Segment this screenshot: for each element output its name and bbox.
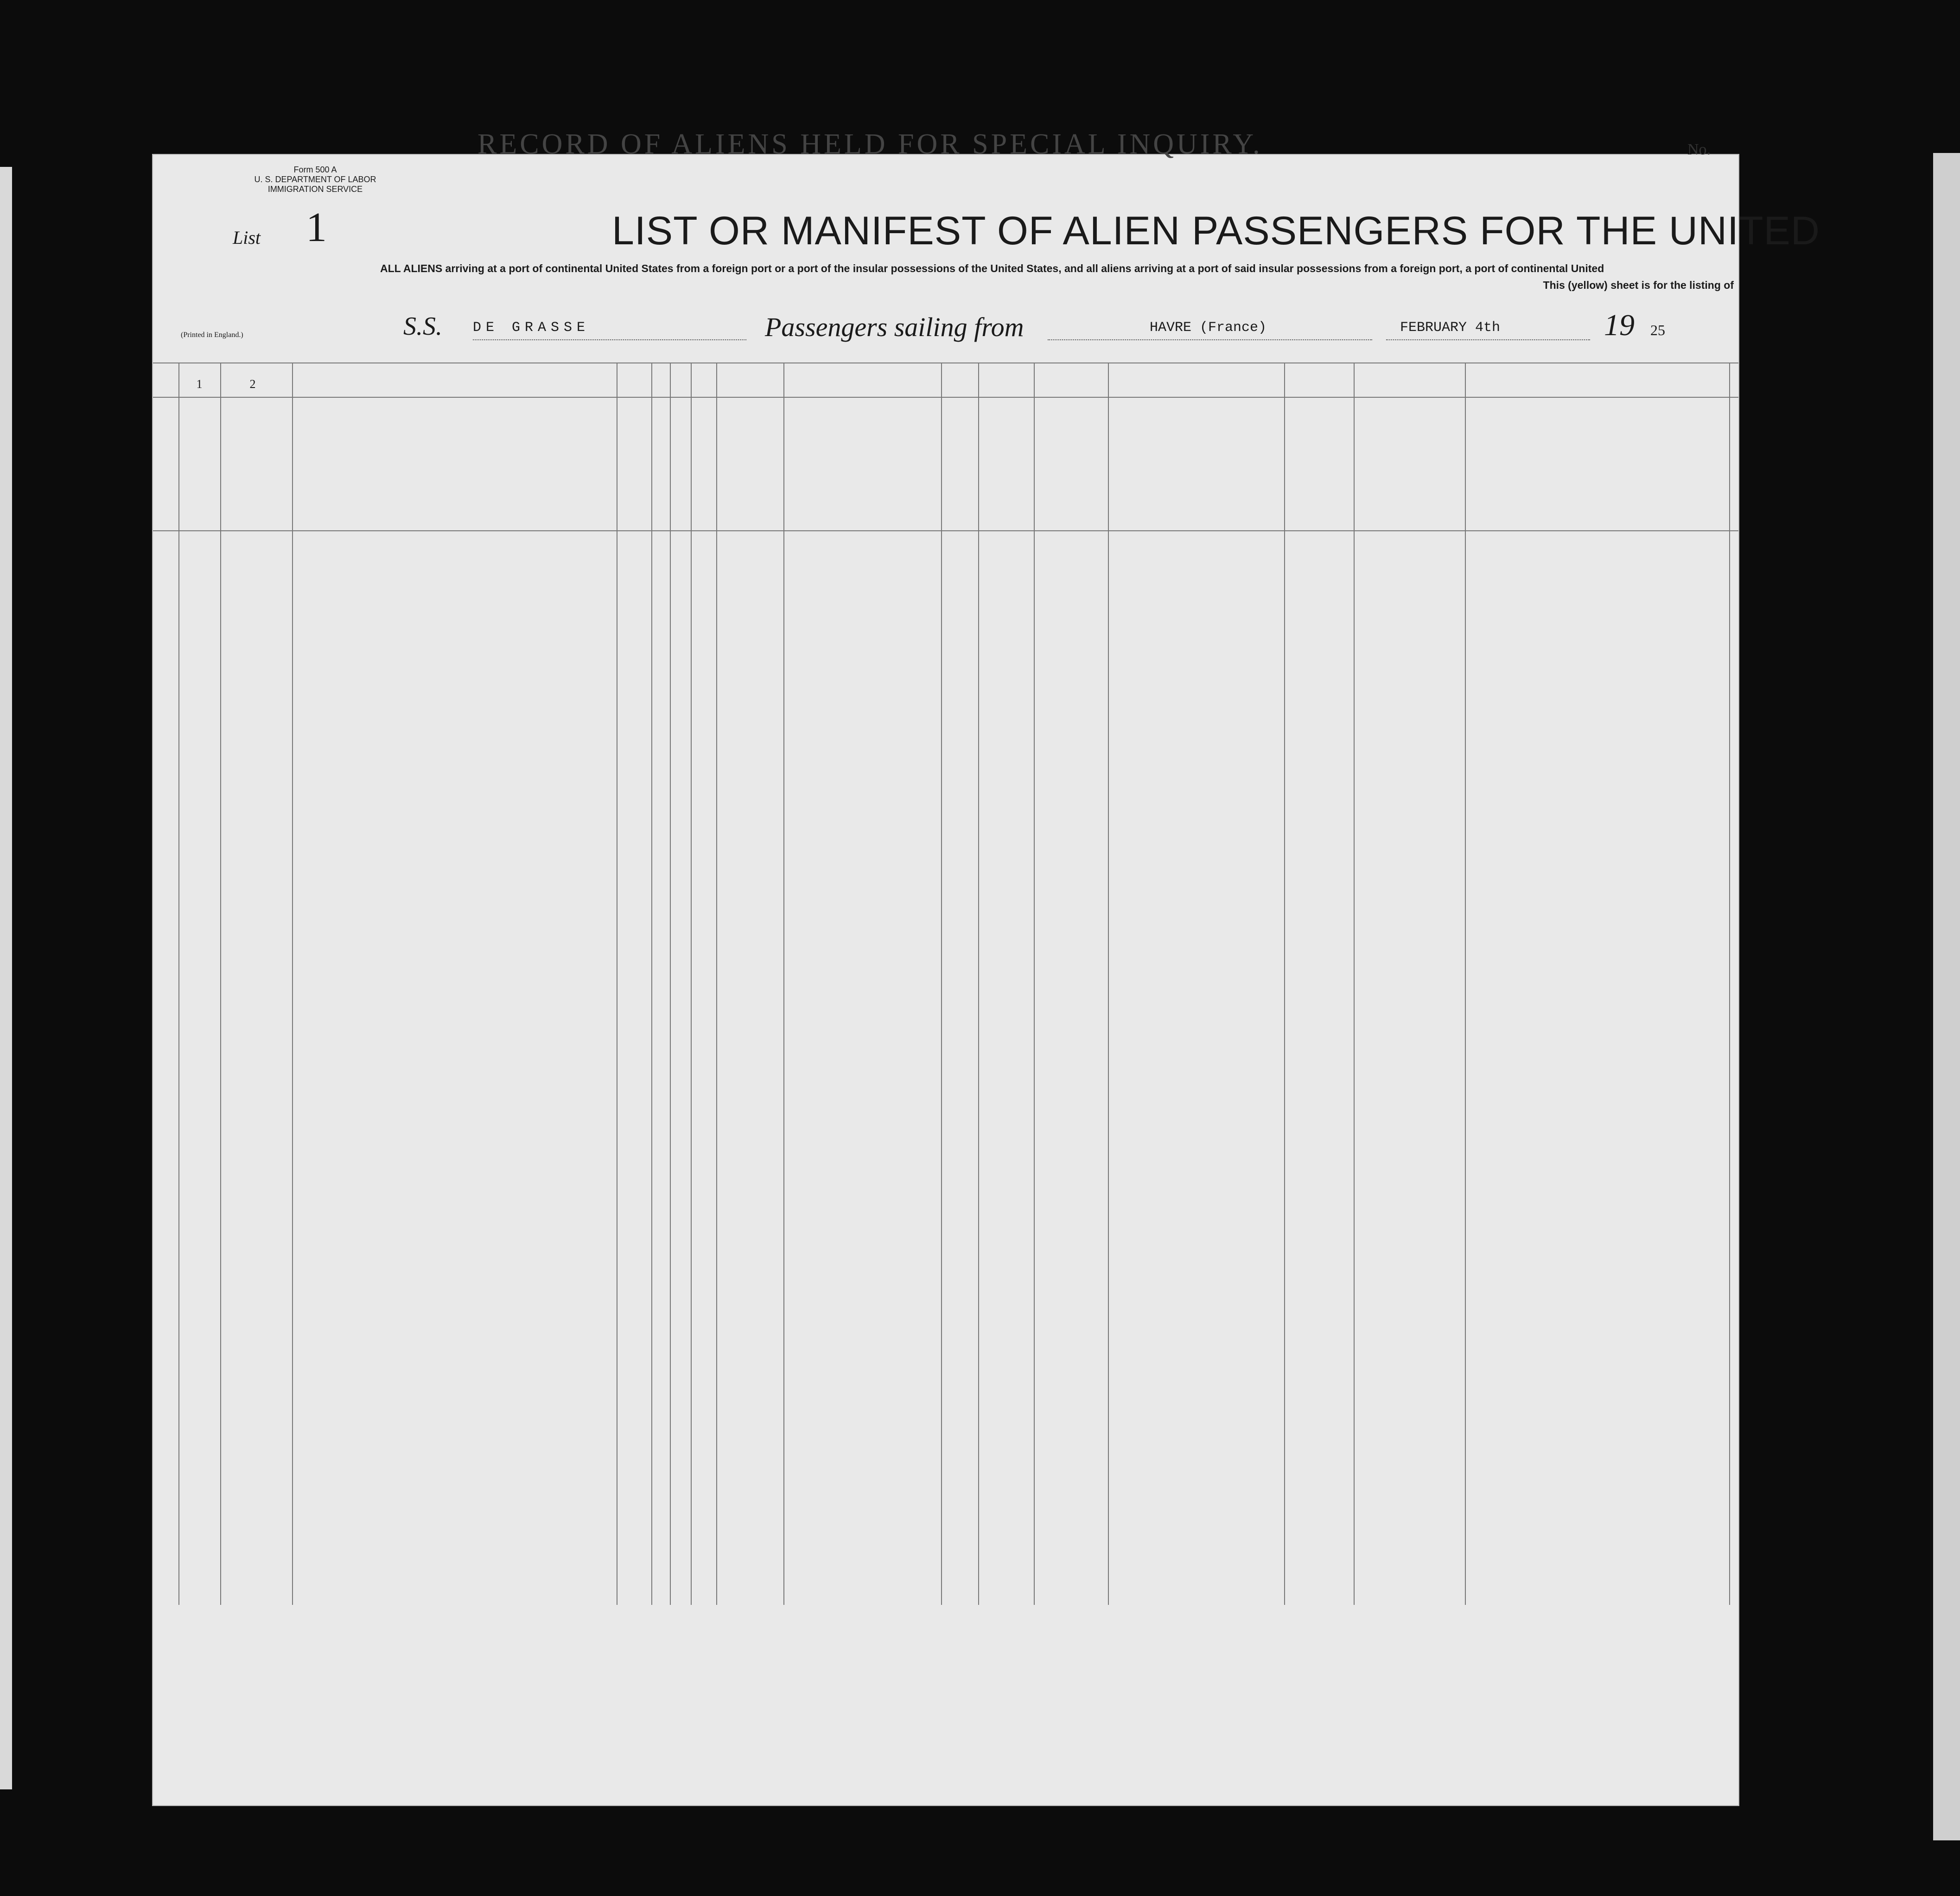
column-rule <box>1108 363 1109 1605</box>
sailing-port: HAVRE (France) <box>1150 320 1267 336</box>
list-label: List <box>233 227 261 248</box>
department: U. S. DEPARTMENT OF LABOR <box>254 175 376 184</box>
sailing-label: Passengers sailing from <box>765 312 1024 342</box>
column-rule <box>1284 363 1285 1605</box>
left-page-edge <box>0 167 12 1789</box>
year-written: 25 <box>1650 322 1665 338</box>
sailing-date: FEBRUARY 4th <box>1400 320 1501 336</box>
column-rule <box>941 363 942 1605</box>
colnum-line <box>153 397 1738 398</box>
ship-prefix: S.S. <box>403 312 442 341</box>
manifest-sheet <box>152 128 1820 1806</box>
column-rule <box>783 363 784 1605</box>
banner-number-label: No. <box>1687 141 1711 158</box>
subtitle: ALL ALIENS arriving at a port of continental United States from a foreign port or a port of the insular possessions of the United States, and all aliens arriving at a port of said insular possessions from a foreign port, a port of continental United <box>380 262 1604 274</box>
column-rule <box>978 363 979 1605</box>
column-rule <box>651 363 652 1605</box>
col-num-2: 2 <box>249 377 256 391</box>
printed-in: (Printed in England.) <box>181 331 243 339</box>
ship-name: DE GRASSE <box>473 320 590 336</box>
list-number: 1 <box>306 204 327 250</box>
col-num-1: 1 <box>196 377 203 391</box>
year-printed: 19 <box>1604 308 1635 342</box>
column-rule <box>292 363 293 1605</box>
column-rule <box>1465 363 1466 1605</box>
column-rule <box>670 363 671 1605</box>
right-page-edge <box>1933 153 1960 1840</box>
page-title: LIST OR MANIFEST OF ALIEN PASSENGERS FOR THE UNITED <box>612 209 1820 253</box>
service: IMMIGRATION SERVICE <box>267 185 363 194</box>
column-rule <box>716 363 717 1605</box>
column-rule <box>178 363 179 1605</box>
column-rule <box>691 363 692 1605</box>
port-underline <box>1048 339 1372 340</box>
column-rule <box>220 363 221 1605</box>
subtitle-2: This (yellow) sheet is for the listing of <box>1543 279 1734 291</box>
form-info <box>232 165 399 194</box>
date-underline <box>1386 339 1590 340</box>
form-number: Form 500 A <box>293 165 337 174</box>
ship-underline <box>473 339 746 340</box>
header-bottom-line <box>153 530 1738 531</box>
column-rule <box>1354 363 1355 1605</box>
banner-title: RECORD OF ALIENS HELD FOR SPECIAL INQUIRY. <box>477 128 1263 160</box>
column-rule <box>1034 363 1035 1605</box>
column-rule <box>1729 363 1730 1605</box>
